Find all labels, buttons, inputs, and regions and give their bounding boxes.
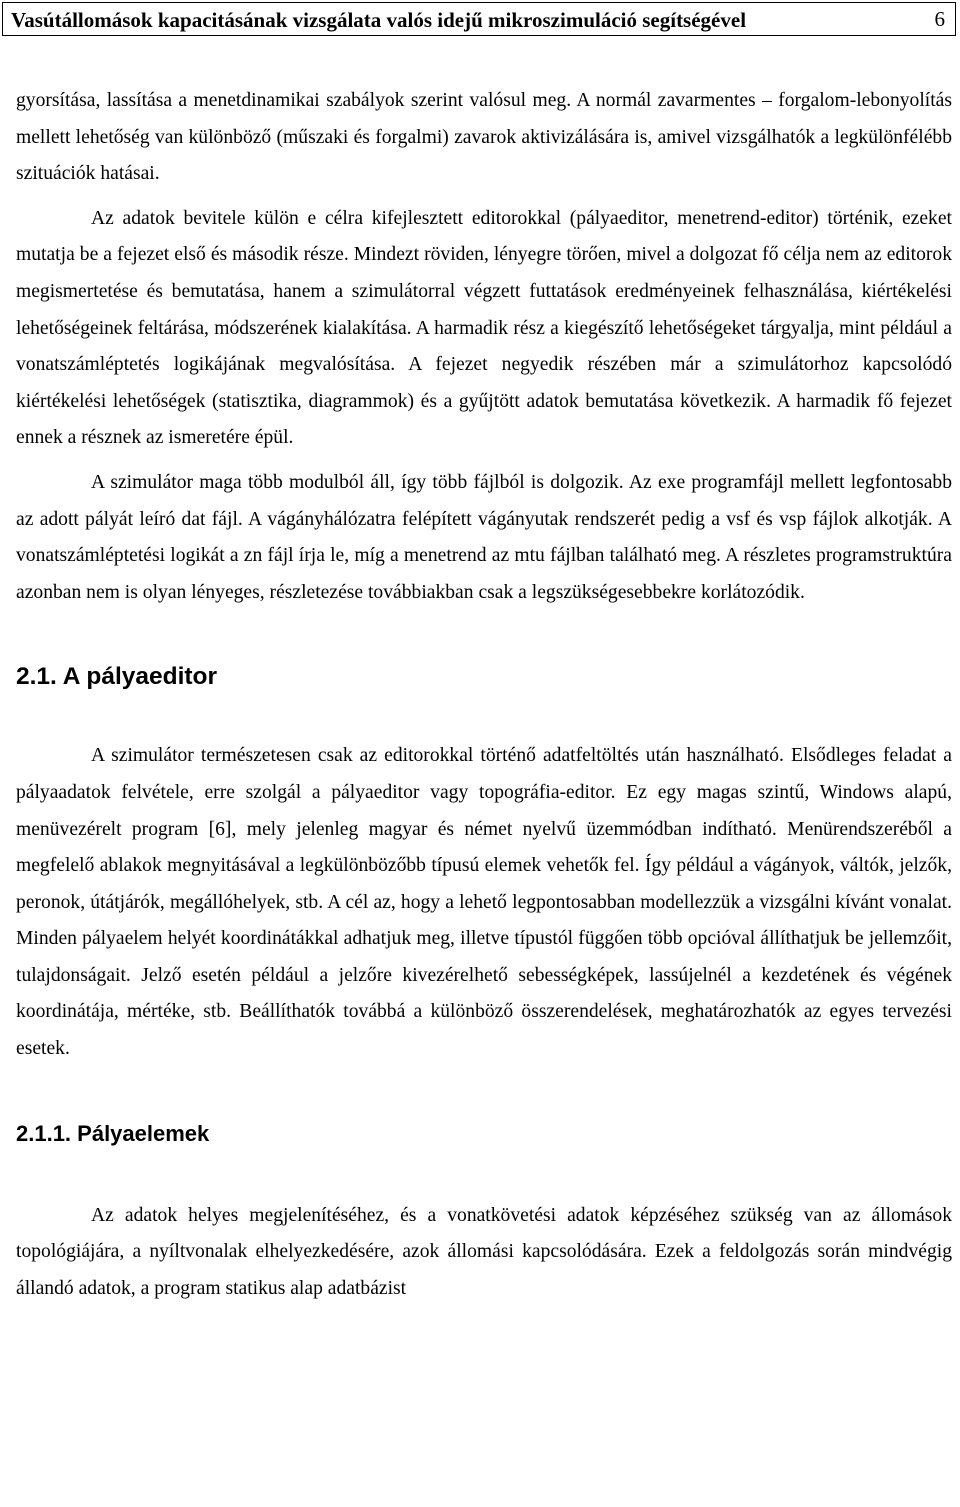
running-header — [2, 2, 956, 36]
paragraph-track-editor: A szimulátor természetesen csak az editorokkal történő adatfeltöltés után használható. Elsődleges feladat a pályaadatok felvétele, erre szolgál a pályaeditor vagy topográfia-editor. Ez egy magas szintű, Windows alapú, menüvezérelt program [6], mely jelenleg magyar és német nyelvű üzemmódban indítható. Menürendszeréből a megfelelő ablakok megnyitásával a legkülönbözőbb típusú elemek vehetők fel. Így például a vágányok, váltók, jelzők, peronok, útátjárók, megállóhelyek, stb. A cél az, hogy a lehető legpontosabban modellezzük a vizsgálni kívánt vonalat. Minden pályaelem helyét koordinátákkal adhatjuk meg, illetve típustól függően több opcióval állíthatjuk be jellemzőit, tulajdonságait. Jelző esetén például a jelzőre kivezérelhető sebességképek, lassújelnél a kezdetének és végének koordinátája, mértéke, stb. Beállíthatók továbbá a különböző összerendelések, meghatározhatók az egyes tervezési esetek. — [16, 745, 952, 1060]
section-heading-2-1-1: 2.1.1. Pályaelemek — [16, 1120, 210, 1146]
section-heading-2-1: 2.1. A pályaeditor — [16, 663, 218, 691]
paragraph-track-elements: Az adatok helyes megjelenítéséhez, és a vonatkövetési adatok képzéséhez szükség van az állomások topológiájára, a nyíltvonalak elhelyezkedésére, azok állomási kapcsolódására. Ezek a feldolgozás során mindvégig állandó adatok, a program statikus alap adatbázist — [16, 1204, 952, 1299]
paragraph-simulator-files: A szimulátor maga több modulból áll, így több fájlból is dolgozik. Az exe programfájl mellett legfontosabb az adott pályát leíró dat fájl. A vágányhálózatra felépített vágányutak rendszerét pedig a vsf és vsp fájlok alkotják. A vonatszámléptetési logikát a zn fájl írja le, míg a menetrend az mtu fájlban található meg. A részletes programstruktúra azonban nem is olyan lényeges, részletezése továbbiakban csak a legszükségesebbekre korlátozódik. — [16, 471, 952, 603]
page-number: 6 — [934, 7, 945, 31]
page-body — [16, 83, 952, 1307]
header-title: Vasútállomások kapacitásának vizsgálata valós idejű mikroszimuláció segítségével — [11, 8, 747, 32]
paragraph-data-input: Az adatok bevitele külön e célra kifejlesztett editorokkal (pályaeditor, menetrend-editor) történik, ezeket mutatja be a fejezet első és második része. Mindezt röviden, lényegre törően, mivel a dolgozat fő célja nem az editorok megismertetése és bemutatása, hanem a szimulátorral végzett futtatások eredményeinek felhasználása, kiértékelési lehetőségeinek feltárása, módszerének kialakítása. A harmadik rész a kiegészítő lehetőségeket tárgyalja, mint például a vonatszámléptetés logikájának megvalósítása. A fejezet negyedik részében már a szimulátorhoz kapcsolódó kiértékelési lehetőségek (statisztika, diagrammok) és a gyűjtött adatok bemutatása következik. A harmadik fő fejezet ennek a résznek az ismeretére épül. — [16, 207, 952, 449]
paragraph-continuation: gyorsítása, lassítása a menetdinamikai szabályok szerint valósul meg. A normál zavarmentes – forgalom-lebonyolítás mellett lehetőség van különböző (műszaki és forgalmi) zavarok aktivizálására is, amivel vizsgálhatók a legkülönfélébb szituációk hatásai. — [16, 90, 952, 185]
